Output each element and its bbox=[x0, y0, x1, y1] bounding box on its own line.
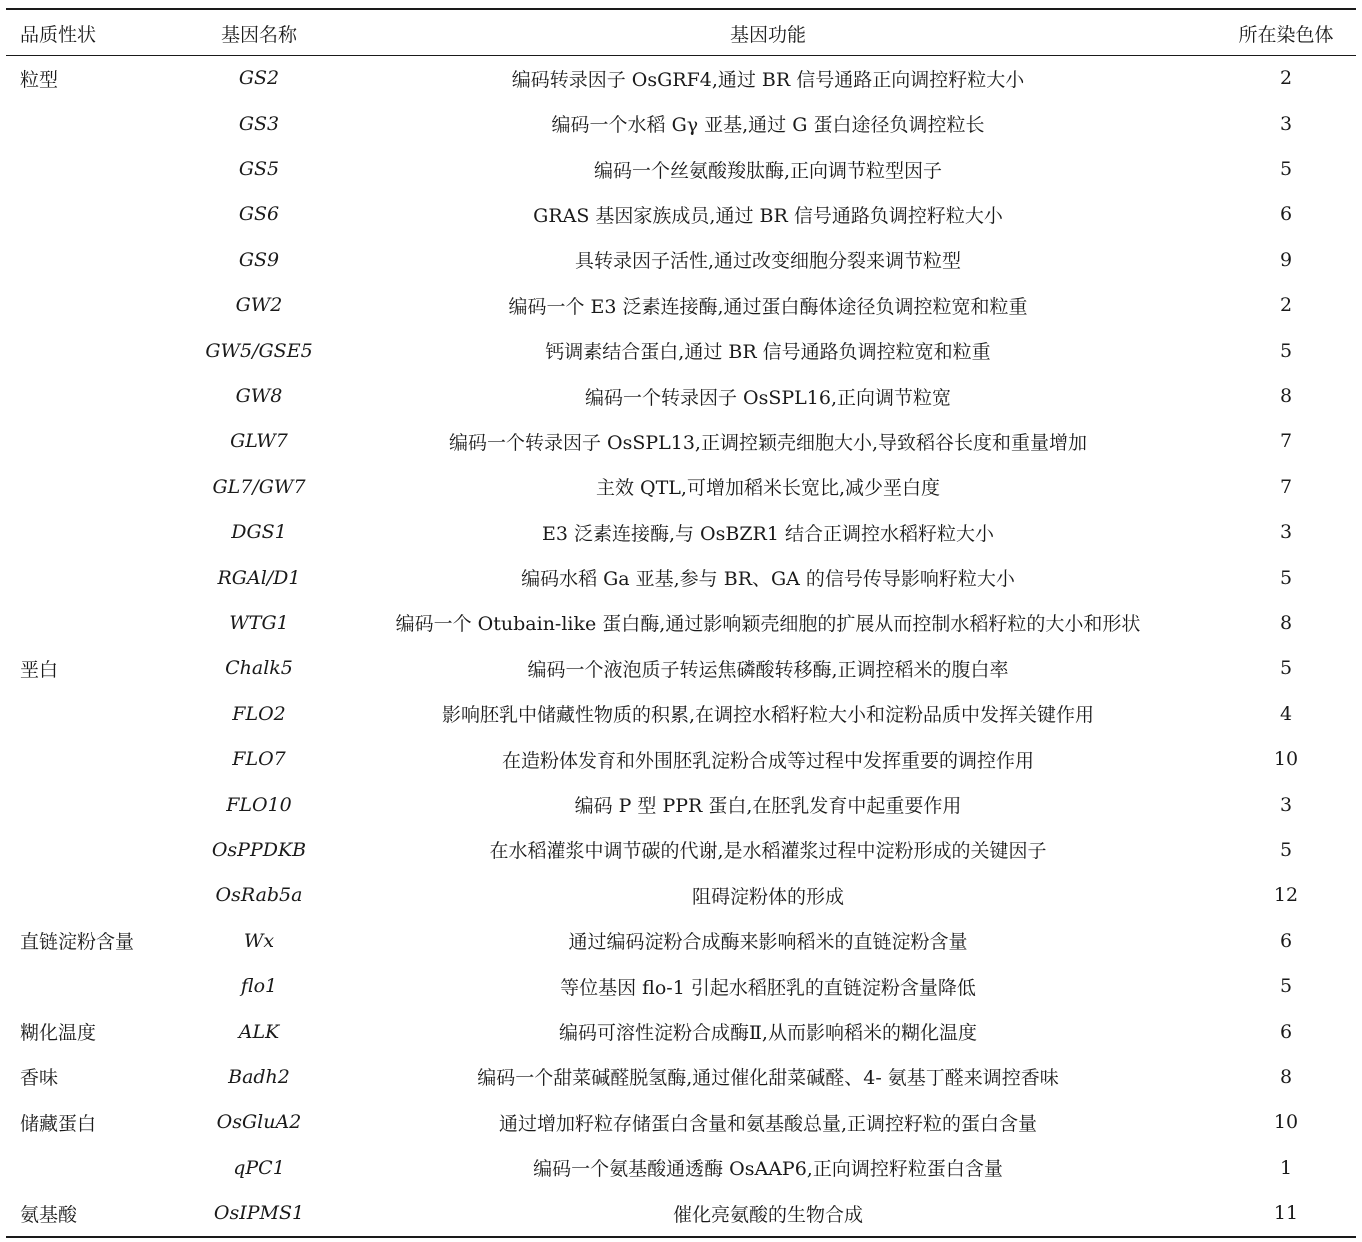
cell-chromosome: 4 bbox=[1279, 702, 1293, 725]
cell-function: 编码一个甜菜碱醛脱氢酶,通过催化甜菜碱醛、4- 氨基丁醛来调控香味 bbox=[477, 1067, 1059, 1090]
cell-gene: OsRab5a bbox=[215, 884, 303, 907]
cell-gene: GS5 bbox=[238, 158, 280, 181]
cell-gene: ALK bbox=[238, 1020, 280, 1043]
cell-function: 编码一个氨基酸通透酶 OsAAP6,正向调控籽粒蛋白含量 bbox=[533, 1158, 1003, 1181]
table-row bbox=[6, 283, 1362, 328]
cell-gene: DGS1 bbox=[231, 521, 287, 544]
cell-trait bbox=[6, 101, 184, 146]
cell-gene: GW8 bbox=[235, 385, 283, 408]
cell-function: 编码一个 E3 泛素连接酶,通过蛋白酶体途径负调控粒宽和粒重 bbox=[508, 295, 1028, 318]
cell-gene: GL7/GW7 bbox=[212, 475, 306, 498]
cell-chromosome: 5 bbox=[1279, 975, 1293, 998]
cell-function: 主效 QTL,可增加稻米长宽比,减少垩白度 bbox=[596, 477, 940, 500]
cell-trait bbox=[6, 464, 184, 509]
cell-gene: Chalk5 bbox=[225, 657, 293, 680]
cell-chromosome: 2 bbox=[1279, 294, 1293, 317]
table-row bbox=[6, 691, 1362, 736]
header-chromosome: 所在染色体 bbox=[1238, 24, 1334, 46]
cell-trait: 氨基酸 bbox=[20, 1203, 78, 1226]
table-row bbox=[6, 918, 1362, 963]
table-row bbox=[6, 646, 1362, 691]
cell-trait: 直链淀粉含量 bbox=[20, 931, 135, 954]
table-bottom-rule bbox=[6, 1236, 1356, 1238]
cell-trait bbox=[6, 827, 184, 872]
cell-gene: Wx bbox=[243, 929, 275, 952]
cell-trait bbox=[6, 555, 184, 600]
cell-chromosome: 12 bbox=[1273, 884, 1299, 907]
cell-gene: GLW7 bbox=[230, 430, 288, 453]
cell-function: 编码转录因子 OsGRF4,通过 BR 信号通路正向调控籽粒大小 bbox=[511, 68, 1025, 91]
cell-chromosome: 6 bbox=[1279, 1020, 1293, 1043]
cell-gene: GW2 bbox=[235, 294, 283, 317]
table-row bbox=[6, 1054, 1362, 1099]
table-row bbox=[6, 146, 1362, 191]
cell-chromosome: 3 bbox=[1279, 521, 1293, 544]
table-row bbox=[6, 464, 1362, 509]
table-row bbox=[6, 600, 1362, 645]
cell-function: 催化亮氨酸的生物合成 bbox=[672, 1203, 863, 1226]
cell-trait bbox=[6, 963, 184, 1008]
table-row bbox=[6, 1100, 1362, 1145]
gene-table bbox=[6, 12, 1362, 1236]
cell-trait bbox=[6, 782, 184, 827]
cell-function: 编码一个水稻 Gγ 亚基,通过 G 蛋白途径负调控粒长 bbox=[551, 114, 985, 137]
cell-function: 编码一个液泡质子转运焦磷酸转移酶,正调控稻米的腹白率 bbox=[527, 658, 1009, 681]
cell-chromosome: 10 bbox=[1273, 1111, 1299, 1134]
cell-function: 影响胚乳中储藏性物质的积累,在调控水稻籽粒大小和淀粉品质中发挥关键作用 bbox=[441, 704, 1095, 727]
cell-function: 阻碍淀粉体的形成 bbox=[691, 885, 844, 908]
cell-gene: GS3 bbox=[238, 112, 280, 135]
cell-function: 编码一个转录因子 OsSPL16,正向调节粒宽 bbox=[584, 386, 951, 409]
table-row bbox=[6, 555, 1362, 600]
cell-chromosome: 6 bbox=[1279, 929, 1293, 952]
cell-trait: 粒型 bbox=[20, 68, 59, 91]
header-trait: 品质性状 bbox=[20, 24, 97, 46]
cell-trait bbox=[6, 1145, 184, 1190]
cell-trait bbox=[6, 283, 184, 328]
cell-trait bbox=[6, 373, 184, 418]
cell-chromosome: 7 bbox=[1279, 430, 1293, 453]
cell-gene: FLO10 bbox=[226, 793, 292, 816]
cell-trait: 香味 bbox=[20, 1067, 59, 1090]
cell-chromosome: 3 bbox=[1279, 793, 1293, 816]
table-row bbox=[6, 1009, 1362, 1054]
cell-function: 具转录因子活性,通过改变细胞分裂来调节粒型 bbox=[574, 250, 962, 273]
cell-chromosome: 3 bbox=[1279, 112, 1293, 135]
table-row bbox=[6, 237, 1362, 282]
table-row bbox=[6, 736, 1362, 781]
cell-chromosome: 7 bbox=[1279, 475, 1293, 498]
table-header bbox=[6, 12, 1362, 55]
cell-gene: GS2 bbox=[238, 67, 280, 89]
cell-gene: OsPPDKB bbox=[211, 838, 307, 861]
cell-function: 编码一个丝氨酸羧肽酶,正向调节粒型因子 bbox=[593, 159, 943, 182]
cell-trait bbox=[6, 237, 184, 282]
cell-gene: OsIPMS1 bbox=[213, 1202, 305, 1225]
table-top-rule bbox=[6, 8, 1356, 10]
cell-chromosome: 11 bbox=[1273, 1202, 1299, 1225]
cell-gene: GW5/GSE5 bbox=[205, 339, 313, 362]
cell-function: 等位基因 flo-1 引起水稻胚乳的直链淀粉含量降低 bbox=[560, 976, 976, 999]
table-row bbox=[6, 328, 1362, 373]
cell-function: E3 泛素连接酶,与 OsBZR1 结合正调控水稻籽粒大小 bbox=[541, 522, 994, 545]
cell-chromosome: 10 bbox=[1273, 748, 1299, 771]
cell-trait bbox=[6, 510, 184, 555]
cell-chromosome: 9 bbox=[1279, 248, 1293, 271]
cell-chromosome: 8 bbox=[1279, 1065, 1293, 1088]
table-body bbox=[6, 55, 1362, 1236]
cell-gene: OsGluA2 bbox=[216, 1111, 302, 1134]
table-row bbox=[6, 963, 1362, 1008]
cell-gene: flo1 bbox=[240, 975, 278, 998]
cell-gene: qPC1 bbox=[233, 1156, 285, 1179]
cell-function: GRAS 基因家族成员,通过 BR 信号通路负调控籽粒大小 bbox=[533, 204, 1003, 227]
table-row bbox=[6, 55, 1362, 101]
table-row bbox=[6, 192, 1362, 237]
cell-gene: RGAl/D1 bbox=[217, 566, 301, 589]
table-row bbox=[6, 101, 1362, 146]
cell-trait: 储藏蛋白 bbox=[20, 1112, 97, 1135]
cell-chromosome: 5 bbox=[1279, 657, 1293, 680]
header-gene: 基因名称 bbox=[220, 24, 297, 46]
cell-trait bbox=[6, 328, 184, 373]
cell-gene: WTG1 bbox=[229, 611, 289, 634]
cell-function: 编码可溶性淀粉合成酶Ⅱ,从而影响稻米的糊化温度 bbox=[559, 1022, 977, 1044]
cell-trait bbox=[6, 600, 184, 645]
cell-chromosome: 5 bbox=[1279, 158, 1293, 181]
cell-gene: FLO2 bbox=[232, 702, 286, 725]
cell-chromosome: 6 bbox=[1279, 203, 1293, 226]
cell-chromosome: 5 bbox=[1279, 339, 1293, 362]
cell-trait bbox=[6, 192, 184, 237]
table-row bbox=[6, 827, 1362, 872]
cell-gene: FLO7 bbox=[232, 748, 286, 771]
table-row bbox=[6, 419, 1362, 464]
table-row bbox=[6, 873, 1362, 918]
table-row bbox=[6, 1145, 1362, 1190]
table-row bbox=[6, 373, 1362, 418]
cell-function: 在造粉体发育和外围胚乳淀粉合成等过程中发挥重要的调控作用 bbox=[501, 749, 1034, 772]
cell-trait: 垩白 bbox=[20, 658, 59, 681]
cell-function: 通过编码淀粉合成酶来影响稻米的直链淀粉含量 bbox=[568, 931, 968, 954]
cell-trait bbox=[6, 419, 184, 464]
cell-trait: 糊化温度 bbox=[20, 1022, 97, 1044]
cell-trait bbox=[6, 873, 184, 918]
cell-trait bbox=[6, 691, 184, 736]
cell-function: 编码 P 型 PPR 蛋白,在胚乳发育中起重要作用 bbox=[574, 795, 962, 818]
cell-gene: GS6 bbox=[238, 203, 280, 226]
cell-function: 通过增加籽粒存储蛋白含量和氨基酸总量,正调控籽粒的蛋白含量 bbox=[498, 1112, 1038, 1135]
cell-chromosome: 8 bbox=[1279, 611, 1293, 634]
cell-function: 编码一个转录因子 OsSPL13,正调控颖壳细胞大小,导致稻谷长度和重量增加 bbox=[448, 431, 1088, 454]
cell-function: 编码一个 Otubain-like 蛋白酶,通过影响颖壳细胞的扩展从而控制水稻籽粒的大小和形状 bbox=[395, 613, 1141, 636]
table-row bbox=[6, 782, 1362, 827]
cell-trait bbox=[6, 736, 184, 781]
cell-function: 在水稻灌浆中调节碳的代谢,是水稻灌浆过程中淀粉形成的关键因子 bbox=[489, 840, 1047, 863]
cell-gene: Badh2 bbox=[228, 1065, 290, 1088]
header-row bbox=[6, 12, 1362, 55]
header-function: 基因功能 bbox=[729, 24, 806, 46]
cell-gene: GS9 bbox=[238, 248, 280, 271]
cell-chromosome: 8 bbox=[1279, 385, 1293, 408]
cell-chromosome: 1 bbox=[1279, 1156, 1293, 1179]
cell-chromosome: 2 bbox=[1279, 67, 1293, 89]
cell-function: 钙调素结合蛋白,通过 BR 信号通路负调控粒宽和粒重 bbox=[545, 341, 991, 364]
cell-function: 编码水稻 Ga 亚基,参与 BR、GA 的信号传导影响籽粒大小 bbox=[521, 568, 1015, 591]
cell-trait bbox=[6, 146, 184, 191]
table-row bbox=[6, 1190, 1362, 1235]
cell-chromosome: 5 bbox=[1279, 566, 1293, 589]
table-row bbox=[6, 510, 1362, 555]
cell-chromosome: 5 bbox=[1279, 838, 1293, 861]
